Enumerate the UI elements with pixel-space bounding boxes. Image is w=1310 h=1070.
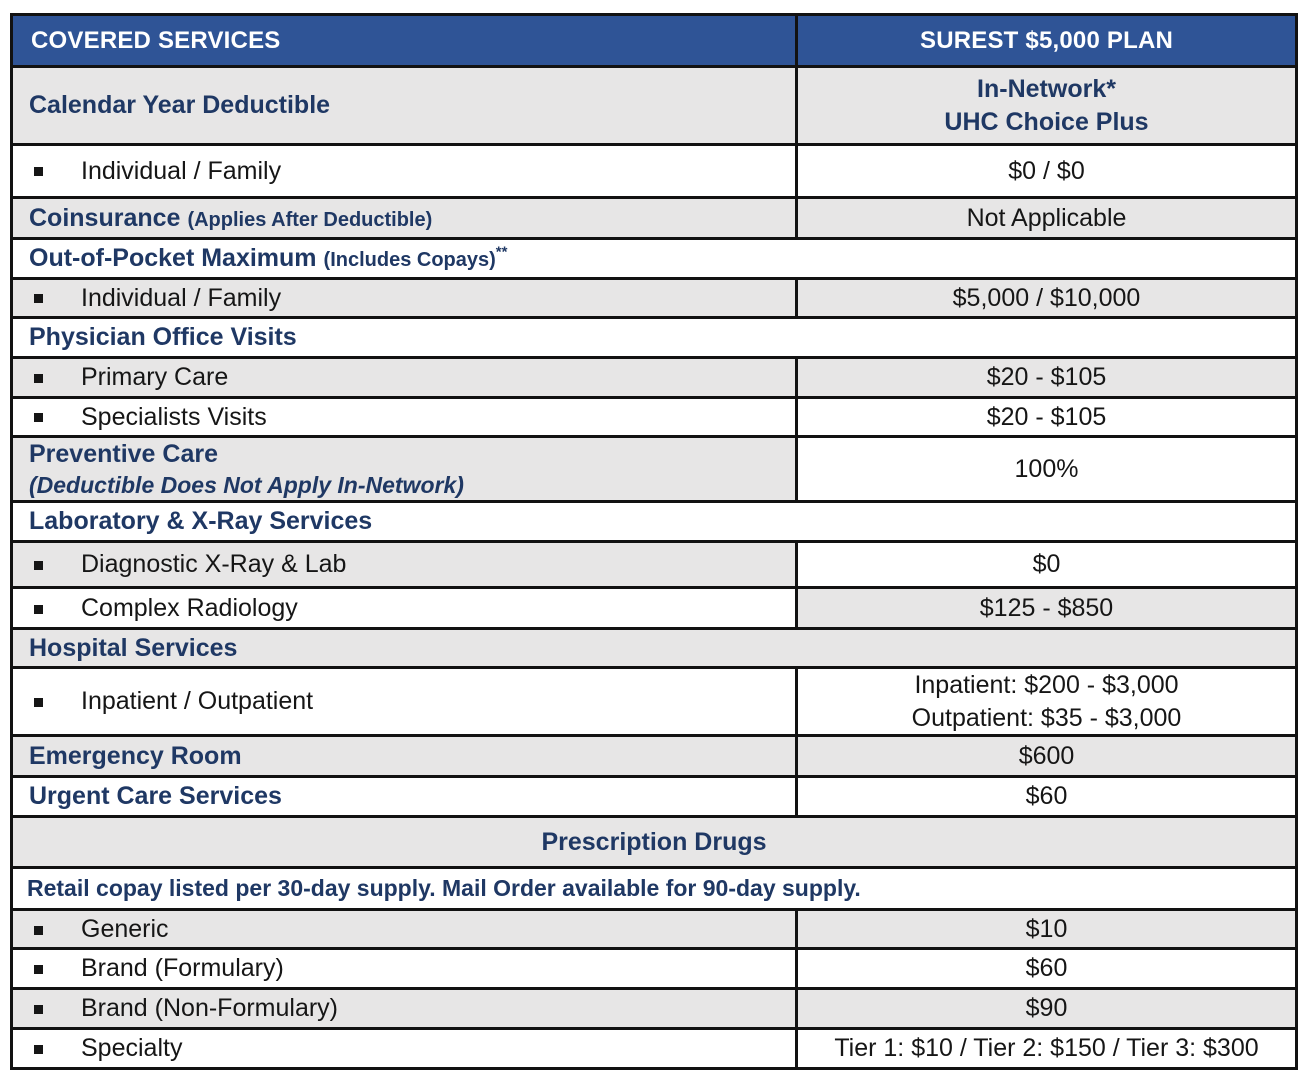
row-out-of-pocket-maximum-header — [12, 239, 1297, 279]
benefits-table-body — [12, 15, 1297, 1069]
bullet-square-icon — [34, 413, 43, 422]
prescription-drugs-label — [12, 817, 1297, 868]
cell-text: Laboratory & X-Ray Services — [29, 507, 373, 536]
cell-text: $600 — [1018, 741, 1075, 770]
cell-text: $0 / $0 — [1008, 156, 1085, 185]
bullet-square-icon — [34, 374, 43, 383]
oop-individual-family-label — [12, 279, 797, 318]
physician-office-visits-label — [12, 318, 1297, 358]
cell-text: COVERED SERVICES — [31, 26, 281, 54]
cell-text: $0 — [1032, 550, 1061, 579]
cell-line: (Deductible Does Not Apply In-Network) — [29, 471, 464, 498]
bullet-square-icon — [34, 167, 43, 176]
row-specialists-visits — [12, 398, 1297, 437]
diagnostic-xray-lab-value — [797, 542, 1297, 588]
covered-services-header — [12, 15, 797, 67]
cell-line: In-Network* — [977, 75, 1116, 103]
row-table-header — [12, 15, 1297, 67]
preventive-care-value — [797, 437, 1297, 502]
retail-copay-note — [12, 868, 1297, 910]
row-emergency-room — [12, 736, 1297, 777]
cell-text: Generic — [81, 914, 169, 943]
oop-individual-family-value — [797, 279, 1297, 318]
cell-text: Prescription Drugs — [541, 827, 767, 856]
cell-text: Out-of-Pocket Maximum — [29, 244, 317, 272]
row-complex-radiology — [12, 588, 1297, 629]
deductible-individual-family-label — [12, 145, 797, 198]
row-primary-care — [12, 358, 1297, 398]
cell-text: Individual / Family — [81, 156, 282, 185]
cell-text: $125 - $850 — [979, 593, 1114, 622]
row-hospital-services-header — [12, 629, 1297, 668]
brand-non-formulary-value — [797, 989, 1297, 1029]
bullet-square-icon — [34, 1045, 43, 1054]
cell-text: Specialty — [81, 1034, 183, 1063]
inpatient-outpatient-value — [797, 668, 1297, 736]
cell-text: $10 — [1025, 914, 1068, 943]
cell-text: Retail copay listed per 30-day supply. Mail Order available for 90-day supply. — [27, 875, 861, 902]
bullet-square-icon — [34, 965, 43, 974]
bullet-square-icon — [34, 561, 43, 570]
cell-text: Physician Office Visits — [29, 323, 297, 351]
row-brand-formulary — [12, 949, 1297, 989]
cell-line: Outpatient: $35 - $3,000 — [911, 703, 1182, 732]
row-urgent-care-services — [12, 777, 1297, 817]
cell-text: Primary Care — [81, 363, 229, 391]
row-preventive-care — [12, 437, 1297, 502]
cell-text: SUREST $5,000 PLAN — [919, 26, 1174, 54]
row-specialty — [12, 1029, 1297, 1069]
primary-care-value — [797, 358, 1297, 398]
cell-text: Hospital Services — [29, 633, 238, 662]
brand-formulary-value — [797, 949, 1297, 989]
cell-text: Diagnostic X-Ray & Lab — [81, 550, 347, 579]
cell-text: $90 — [1025, 994, 1068, 1023]
generic-label — [12, 910, 797, 949]
cell-text: Individual / Family — [81, 283, 282, 312]
row-laboratory-xray-header — [12, 502, 1297, 542]
bullet-square-icon — [34, 926, 43, 935]
row-generic — [12, 910, 1297, 949]
emergency-room-label — [12, 736, 797, 777]
benefits-table — [10, 13, 1298, 1070]
specialists-visits-value — [797, 398, 1297, 437]
cell-text: $60 — [1025, 782, 1068, 811]
bullet-square-icon — [34, 698, 43, 707]
cell-text: Brand (Non-Formulary) — [81, 994, 339, 1023]
cell-text: Complex Radiology — [81, 593, 298, 622]
specialty-value — [797, 1029, 1297, 1069]
cell-text: Not Applicable — [966, 203, 1127, 232]
cell-text: Calendar Year Deductible — [29, 91, 331, 119]
cell-text: Emergency Room — [29, 741, 242, 770]
urgent-care-value — [797, 777, 1297, 817]
cell-text: $60 — [1025, 954, 1068, 983]
cell-line: UHC Choice Plus — [944, 107, 1149, 136]
out-of-pocket-maximum-label — [12, 239, 1297, 279]
primary-care-label — [12, 358, 797, 398]
cell-text-small: (Applies After Deductible) — [187, 208, 433, 231]
row-deductible-individual-family — [12, 145, 1297, 198]
preventive-care-label — [12, 437, 797, 502]
bullet-square-icon — [34, 294, 43, 303]
urgent-care-label — [12, 777, 797, 817]
row-coinsurance — [12, 198, 1297, 239]
specialists-visits-label — [12, 398, 797, 437]
cell-text-superscript: ** — [495, 243, 508, 261]
cell-text: $5,000 / $10,000 — [952, 283, 1141, 312]
calendar-year-deductible-label — [12, 67, 797, 145]
row-retail-copay-note — [12, 868, 1297, 910]
emergency-room-value — [797, 736, 1297, 777]
specialty-label — [12, 1029, 797, 1069]
row-physician-office-visits-header — [12, 318, 1297, 358]
cell-text: Coinsurance — [29, 203, 181, 232]
complex-radiology-value — [797, 588, 1297, 629]
deductible-individual-family-value — [797, 145, 1297, 198]
row-brand-non-formulary — [12, 989, 1297, 1029]
row-calendar-year-deductible — [12, 67, 1297, 145]
cell-line: Inpatient: $200 - $3,000 — [914, 671, 1179, 700]
cell-text: $20 - $105 — [986, 363, 1107, 391]
cell-line: Preventive Care — [29, 440, 219, 468]
cell-text: Specialists Visits — [81, 402, 267, 431]
inpatient-outpatient-label — [12, 668, 797, 736]
hospital-services-label — [12, 629, 1297, 668]
plan-name-header — [797, 15, 1297, 67]
network-subheader — [797, 67, 1297, 145]
cell-text: Tier 1: $10 / Tier 2: $150 / Tier 3: $300 — [834, 1034, 1259, 1063]
cell-text: 100% — [1014, 454, 1079, 483]
row-diagnostic-xray-lab — [12, 542, 1297, 588]
brand-formulary-label — [12, 949, 797, 989]
diagnostic-xray-lab-label — [12, 542, 797, 588]
laboratory-xray-label — [12, 502, 1297, 542]
cell-text-small: (Includes Copays) — [323, 249, 496, 271]
row-prescription-drugs-header — [12, 817, 1297, 868]
cell-text: Urgent Care Services — [29, 782, 282, 811]
generic-value — [797, 910, 1297, 949]
bullet-square-icon — [34, 605, 43, 614]
brand-non-formulary-label — [12, 989, 797, 1029]
cell-text: $20 - $105 — [986, 402, 1107, 431]
bullet-square-icon — [34, 1005, 43, 1014]
row-oop-individual-family — [12, 279, 1297, 318]
cell-text: Inpatient / Outpatient — [81, 687, 314, 716]
coinsurance-label — [12, 198, 797, 239]
cell-text: Brand (Formulary) — [81, 954, 284, 983]
coinsurance-value — [797, 198, 1297, 239]
complex-radiology-label — [12, 588, 797, 629]
row-inpatient-outpatient — [12, 668, 1297, 736]
